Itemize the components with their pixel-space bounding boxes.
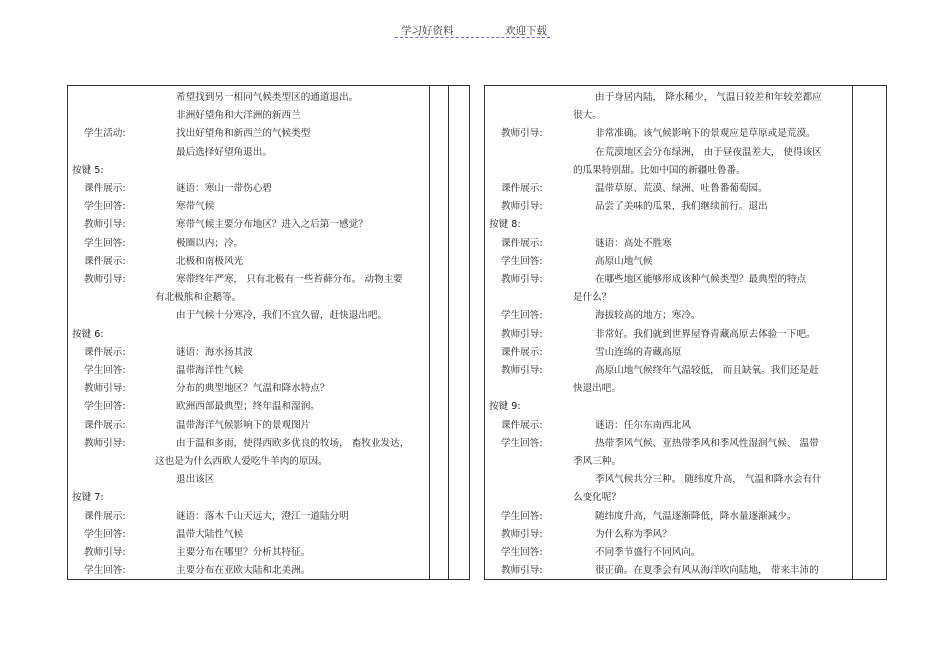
line-label: 学生回答: [84, 201, 126, 213]
line-text: 非常准确。该气候影响下的景观应是草原或是荒漠。 [595, 128, 816, 140]
line-label: 教师引导: [84, 274, 126, 285]
lesson-line [68, 198, 469, 215]
line-text: 是什么？ [573, 292, 612, 304]
lesson-line [485, 289, 886, 306]
line-label: 按键 6: [72, 328, 104, 340]
line-text: 不同季节盛行不同风向。 [595, 547, 701, 558]
lesson-line [485, 453, 886, 470]
line-label: 教师引导: [501, 328, 543, 340]
lesson-line [485, 562, 886, 579]
line-label: 教师引导: [84, 383, 126, 395]
line-text: 有北极熊和企鹅等。 [155, 292, 242, 304]
lesson-line [68, 508, 469, 525]
lesson-line [68, 562, 469, 579]
lesson-line [485, 526, 886, 543]
lesson-line [485, 489, 886, 506]
lesson-line [485, 508, 886, 525]
line-text: 快退出吧。 [573, 383, 621, 395]
line-label: 课件展示: [501, 237, 543, 249]
line-label: 学生回答: [501, 547, 543, 558]
lesson-line [68, 417, 469, 434]
line-label: 教师引导: [501, 528, 543, 540]
line-text: 希望找到另一相同气候类型区的通道退出。 [176, 92, 359, 103]
lesson-line [485, 125, 886, 142]
line-text: 高原山地气候终年气温较低， 而且缺氧。我们还是赶 [595, 365, 819, 376]
line-text: 品尝了美味的瓜果，我们继续前行。退出 [595, 201, 768, 213]
line-label: 教师引导: [501, 274, 543, 285]
line-text: 寒带终年严寒， 只有北极有一些苔藓分布。 动物主要 [176, 274, 403, 285]
line-text: 温带大陆性气候 [176, 528, 244, 540]
line-label: 学生活动: [84, 128, 126, 140]
line-label: 按键 5: [72, 164, 104, 176]
lesson-line [485, 180, 886, 197]
line-label: 课件展示: [84, 419, 126, 431]
line-label: 课件展示: [501, 346, 543, 358]
lesson-line [68, 235, 469, 252]
line-text: 寒带气候主要分布地区？进入之后第一感觉？ [176, 219, 368, 231]
lesson-line [68, 453, 469, 470]
line-label: 学生回答: [84, 528, 126, 540]
line-label: 学生回答: [501, 255, 543, 267]
line-label: 学生回答: [84, 401, 126, 413]
line-text: 季风气候共分三种。 随纬度升高， 气温和降水会有什 [595, 474, 822, 486]
line-text: 季风三种。 [573, 456, 621, 467]
lesson-line [485, 89, 886, 106]
lesson-line [485, 435, 886, 452]
lesson-line [485, 144, 886, 161]
lesson-line [485, 417, 886, 434]
lesson-line [485, 544, 886, 561]
line-text: 谜语：任尔东南西北风 [595, 419, 691, 431]
lesson-line [485, 398, 886, 415]
lesson-line [485, 326, 886, 343]
lesson-line [485, 162, 886, 179]
line-text: 温带海洋性气候 [176, 365, 244, 376]
line-text: 很大。 [573, 110, 602, 122]
line-text: 么变化呢？ [573, 492, 621, 504]
lesson-line [68, 326, 469, 343]
line-label: 课件展示: [501, 419, 543, 431]
lesson-line [68, 435, 469, 452]
line-text: 找出好望角和新西兰的气候类型 [176, 128, 311, 140]
line-label: 按键 9: [489, 401, 521, 413]
line-label: 按键 8: [489, 219, 521, 231]
line-text: 高原山地气候 [595, 255, 653, 267]
line-label: 学生回答: [84, 365, 126, 376]
line-text: 在荒漠地区会分布绿洲， 由于昼夜温差大， 使得该区 [595, 146, 822, 158]
line-text: 极圈以内；冷。 [176, 237, 244, 249]
lesson-line [68, 289, 469, 306]
line-label: 课件展示: [84, 183, 126, 194]
lesson-line [485, 107, 886, 124]
line-label: 课件展示: [84, 510, 126, 522]
line-label: 教师引导: [501, 128, 543, 140]
line-text: 这也是为什么西欧人爱吃牛羊肉的原因。 [155, 456, 328, 467]
line-label: 课件展示: [501, 183, 543, 194]
line-text: 谜语：海水扬其波 [176, 346, 253, 358]
lesson-line [68, 253, 469, 270]
line-text: 退出该区 [176, 474, 215, 486]
line-text: 谜语：寒山一带伤心碧 [176, 183, 272, 194]
line-text: 由于气候十分寒冷，我们不宜久留，赶快退出吧。 [176, 310, 388, 322]
lesson-line [68, 307, 469, 324]
line-text: 欧洲西部最典型；终年温和湿润。 [176, 401, 320, 413]
lesson-line [68, 125, 469, 142]
lesson-line [68, 344, 469, 361]
line-text: 主要分布在哪里？分析其特征。 [176, 547, 311, 558]
lesson-line [68, 144, 469, 161]
line-label: 教师引导: [84, 547, 126, 558]
lesson-line [68, 544, 469, 561]
line-label: 学生回答: [84, 565, 126, 577]
lesson-line [68, 107, 469, 124]
lesson-line [485, 216, 886, 233]
lesson-line [485, 198, 886, 215]
line-label: 教师引导: [501, 565, 543, 577]
lesson-line [68, 162, 469, 179]
lesson-line [485, 253, 886, 270]
line-label: 教师引导: [84, 219, 126, 231]
left-lesson-table [67, 85, 470, 580]
line-text: 雪山连绵的青藏高原 [595, 346, 682, 358]
line-text: 随纬度升高，气温逐渐降低，降水量逐渐减少。 [595, 510, 797, 522]
line-text: 最后选择好望角退出。 [176, 146, 272, 158]
lesson-line [68, 398, 469, 415]
lesson-line [68, 89, 469, 106]
line-text: 谜语：高处不胜寒 [595, 237, 672, 249]
line-text: 热带季风气候、亚热带季风和季风性湿润气候、 温带 [595, 437, 819, 449]
line-text: 海拔较高的地方；寒冷。 [595, 310, 701, 322]
page-header [395, 22, 555, 38]
header-rule [395, 37, 550, 38]
line-text: 非常好。我们就到世界屋脊青藏高原去体验一下吧。 [595, 328, 816, 340]
lesson-line [68, 526, 469, 543]
lesson-line [485, 307, 886, 324]
line-label: 学生回答: [501, 310, 543, 322]
lesson-line [485, 344, 886, 361]
line-text: 主要分布在亚欧大陆和北美洲。 [176, 565, 311, 577]
line-text: 的瓜果特别甜。比如中国的新疆吐鲁番。 [573, 164, 746, 176]
line-label: 学生回答: [501, 510, 543, 522]
lesson-line [68, 362, 469, 379]
lesson-line [485, 471, 886, 488]
line-text: 谜语：落木千山天远大，澄江一道陆分明 [176, 510, 349, 522]
line-label: 按键 7: [72, 492, 104, 504]
header-left-text: 学习好资料 [401, 25, 454, 37]
right-lesson-table [484, 85, 887, 580]
line-label: 学生回答: [501, 437, 543, 449]
line-label: 课件展示: [84, 346, 126, 358]
line-text: 在哪些地区能够形成该种气候类型？最典型的特点 [595, 274, 807, 285]
lesson-line [68, 216, 469, 233]
line-text: 分布的典型地区？气温和降水特点？ [176, 383, 330, 395]
header-right-text: 欢迎下载 [505, 25, 547, 37]
lesson-line [485, 271, 886, 288]
line-label: 学生回答: [84, 237, 126, 249]
lesson-line [68, 489, 469, 506]
lesson-line [485, 235, 886, 252]
lesson-line [68, 380, 469, 397]
lesson-line [68, 471, 469, 488]
line-text: 为什么称为季风？ [595, 528, 672, 540]
line-text: 很正确。在夏季会有风从海洋吹向陆地， 带来丰沛的 [595, 565, 819, 577]
line-text: 非洲好望角和大洋洲的新西兰 [176, 110, 301, 122]
lesson-line [68, 180, 469, 197]
line-text: 由于温和多雨，使得西欧多优良的牧场， 畜牧业发达， [176, 437, 410, 449]
line-label: 课件展示: [84, 255, 126, 267]
line-label: 教师引导: [501, 365, 543, 376]
lesson-line [485, 362, 886, 379]
line-text: 北极和南极风光 [176, 255, 244, 267]
line-text: 温带海洋气候影响下的景观图片 [176, 419, 311, 431]
line-text: 寒带气候 [176, 201, 215, 213]
line-label: 教师引导: [84, 437, 126, 449]
line-text: 温带草原、荒漠、绿洲、吐鲁番葡萄园。 [595, 183, 768, 194]
lesson-line [68, 271, 469, 288]
line-text: 由于身居内陆， 降水稀少， 气温日较差和年较差都应 [595, 92, 822, 103]
line-label: 教师引导: [501, 201, 543, 213]
lesson-line [485, 380, 886, 397]
